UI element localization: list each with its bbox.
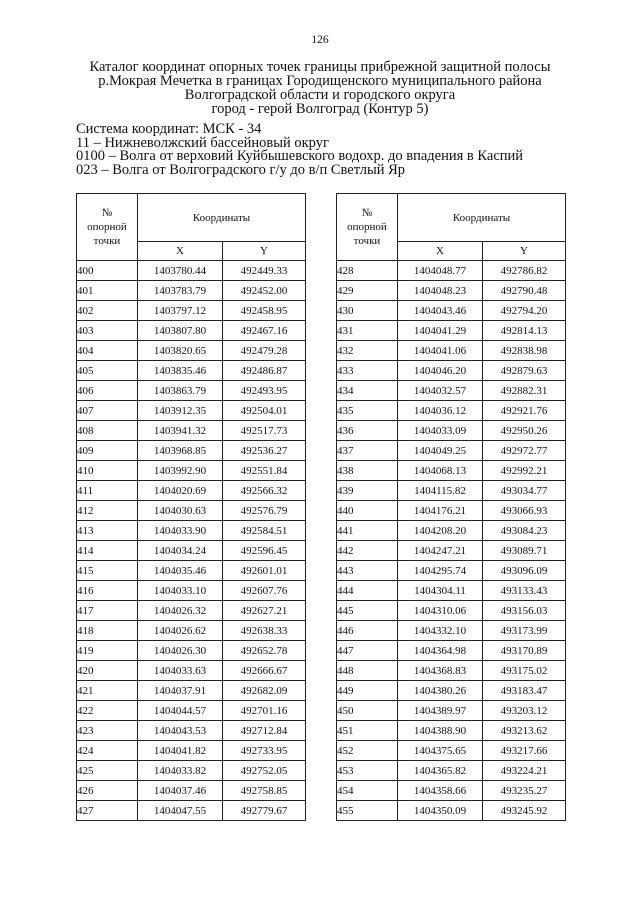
x-coordinate-cell: 1404043.46 — [398, 301, 483, 321]
table-row — [77, 581, 306, 601]
x-coordinate-cell: 1404350.09 — [398, 801, 483, 821]
x-coordinate-cell: 1403941.32 — [138, 421, 223, 441]
point-number-cell: 451 — [337, 721, 398, 741]
y-coordinate-cell: 492576.79 — [223, 501, 306, 521]
x-coordinate-cell: 1404048.23 — [398, 281, 483, 301]
x-coordinate-cell: 1404020.69 — [138, 481, 223, 501]
x-coordinate-cell: 1403992.90 — [138, 461, 223, 481]
point-number-cell: 436 — [337, 421, 398, 441]
point-number-cell: 455 — [337, 801, 398, 821]
point-number-cell: 417 — [77, 601, 138, 621]
y-coordinate-cell: 492794.20 — [483, 301, 566, 321]
table-row — [77, 281, 306, 301]
y-coordinate-cell: 492682.09 — [223, 681, 306, 701]
point-number-cell: 428 — [337, 261, 398, 281]
point-number-cell: 423 — [77, 721, 138, 741]
x-coordinate-cell: 1403912.35 — [138, 401, 223, 421]
x-coordinate-cell: 1404026.32 — [138, 601, 223, 621]
point-number-cell: 408 — [77, 421, 138, 441]
point-number-cell: 432 — [337, 341, 398, 361]
point-number-cell: 441 — [337, 521, 398, 541]
x-header: X — [138, 242, 223, 261]
y-coordinate-cell: 492752.05 — [223, 761, 306, 781]
table-row — [77, 461, 306, 481]
y-coordinate-cell: 493245.92 — [483, 801, 566, 821]
title-line-3: Волгоградской области и городского округа — [184, 87, 456, 103]
table-row — [337, 541, 566, 561]
point-number-cell: 420 — [77, 661, 138, 681]
point-number-cell: 425 — [77, 761, 138, 781]
coordinate-system-info — [76, 123, 616, 177]
y-coordinate-cell: 492712.84 — [223, 721, 306, 741]
coordinates-header: Координаты — [138, 194, 306, 242]
point-number-cell: 406 — [77, 381, 138, 401]
table-row — [337, 341, 566, 361]
table-row — [337, 461, 566, 481]
point-number-cell: 434 — [337, 381, 398, 401]
x-coordinate-cell: 1404115.82 — [398, 481, 483, 501]
point-number-cell: 415 — [77, 561, 138, 581]
x-coordinate-cell: 1404046.20 — [398, 361, 483, 381]
point-number-cell: 427 — [77, 801, 138, 821]
y-coordinate-cell: 492638.33 — [223, 621, 306, 641]
x-coordinate-cell: 1404049.25 — [398, 441, 483, 461]
point-number-cell: 450 — [337, 701, 398, 721]
point-number-cell: 407 — [77, 401, 138, 421]
y-coordinate-cell: 493183.47 — [483, 681, 566, 701]
x-coordinate-cell: 1404037.46 — [138, 781, 223, 801]
x-coordinate-cell: 1404041.29 — [398, 321, 483, 341]
point-number-cell: 422 — [77, 701, 138, 721]
y-coordinate-cell: 493034.77 — [483, 481, 566, 501]
x-coordinate-cell: 1403783.79 — [138, 281, 223, 301]
y-coordinate-cell: 492517.73 — [223, 421, 306, 441]
table-row — [337, 381, 566, 401]
point-number-cell: 430 — [337, 301, 398, 321]
table-row — [77, 781, 306, 801]
y-coordinate-cell: 492790.48 — [483, 281, 566, 301]
table-row — [337, 301, 566, 321]
x-coordinate-cell: 1404176.21 — [398, 501, 483, 521]
table-row — [77, 421, 306, 441]
point-number-cell: 416 — [77, 581, 138, 601]
table-row — [77, 341, 306, 361]
x-coordinate-cell: 1404047.55 — [138, 801, 223, 821]
x-coordinate-cell: 1403863.79 — [138, 381, 223, 401]
y-coordinate-cell: 492921.76 — [483, 401, 566, 421]
x-coordinate-cell: 1403820.65 — [138, 341, 223, 361]
point-number-cell: 440 — [337, 501, 398, 521]
table-row — [77, 701, 306, 721]
table-row — [337, 441, 566, 461]
x-coordinate-cell: 1403835.46 — [138, 361, 223, 381]
point-number-cell: 401 — [77, 281, 138, 301]
y-coordinate-cell: 492452.00 — [223, 281, 306, 301]
y-coordinate-cell: 492758.85 — [223, 781, 306, 801]
x-coordinate-cell: 1404033.90 — [138, 521, 223, 541]
y-coordinate-cell: 492666.67 — [223, 661, 306, 681]
table-row — [77, 361, 306, 381]
point-number-cell: 444 — [337, 581, 398, 601]
table-row — [77, 561, 306, 581]
table-row — [77, 641, 306, 661]
table-row — [337, 741, 566, 761]
point-number-cell: 414 — [77, 541, 138, 561]
point-number-cell: 438 — [337, 461, 398, 481]
table-row — [77, 801, 306, 821]
x-coordinate-cell: 1404033.63 — [138, 661, 223, 681]
x-coordinate-cell: 1403780.44 — [138, 261, 223, 281]
y-coordinate-cell: 492882.31 — [483, 381, 566, 401]
table-row — [337, 581, 566, 601]
point-header-line-3: точки — [353, 235, 381, 247]
table-row — [337, 701, 566, 721]
table-row — [77, 301, 306, 321]
y-coordinate-cell: 492486.87 — [223, 361, 306, 381]
x-coordinate-cell: 1404036.12 — [398, 401, 483, 421]
table-row — [77, 681, 306, 701]
y-coordinate-cell: 492584.51 — [223, 521, 306, 541]
x-coordinate-cell: 1404304.11 — [398, 581, 483, 601]
point-number-cell: 413 — [77, 521, 138, 541]
y-coordinate-cell: 493203.12 — [483, 701, 566, 721]
coordinates-header: Координаты — [398, 194, 566, 242]
point-number-cell: 453 — [337, 761, 398, 781]
point-number-cell: 412 — [77, 501, 138, 521]
point-number-cell: 437 — [337, 441, 398, 461]
y-coordinate-cell: 492627.21 — [223, 601, 306, 621]
table-row — [337, 801, 566, 821]
table-row — [77, 441, 306, 461]
x-coordinate-cell: 1404389.97 — [398, 701, 483, 721]
point-number-cell: 400 — [77, 261, 138, 281]
point-number-cell: 446 — [337, 621, 398, 641]
point-number-cell: 433 — [337, 361, 398, 381]
table-row — [337, 261, 566, 281]
x-coordinate-cell: 1404035.46 — [138, 561, 223, 581]
point-number-cell: 426 — [77, 781, 138, 801]
point-number-cell: 448 — [337, 661, 398, 681]
point-number-cell: 418 — [77, 621, 138, 641]
y-coordinate-cell: 492992.21 — [483, 461, 566, 481]
coordinates-table-right — [336, 193, 566, 821]
y-coordinate-cell: 493156.03 — [483, 601, 566, 621]
y-coordinate-cell: 493084.23 — [483, 521, 566, 541]
table-row — [337, 481, 566, 501]
point-number-cell: 424 — [77, 741, 138, 761]
point-header-line-2: опорной — [87, 221, 127, 233]
point-number-cell: 402 — [77, 301, 138, 321]
page-number: 126 — [311, 34, 329, 46]
x-coordinate-cell: 1404041.82 — [138, 741, 223, 761]
table-row — [337, 621, 566, 641]
meta-line-3: 0100 – Волга от верховий Куйбышевского водохр. до впадения в Каспий — [76, 148, 524, 164]
point-header-line-1: № — [361, 207, 373, 219]
title-line-4: город - герой Волгоград (Контур 5) — [211, 101, 429, 117]
y-coordinate-cell: 492458.95 — [223, 301, 306, 321]
meta-line-1: Система координат: МСК - 34 — [76, 121, 262, 137]
x-coordinate-cell: 1404358.66 — [398, 781, 483, 801]
x-coordinate-cell: 1403807.80 — [138, 321, 223, 341]
table-row — [77, 381, 306, 401]
y-coordinate-cell: 492596.45 — [223, 541, 306, 561]
table-row — [337, 601, 566, 621]
x-coordinate-cell: 1404208.20 — [398, 521, 483, 541]
table-row — [77, 721, 306, 741]
y-coordinate-cell: 493224.21 — [483, 761, 566, 781]
x-coordinate-cell: 1403797.12 — [138, 301, 223, 321]
point-number-cell: 409 — [77, 441, 138, 461]
meta-line-4: 023 – Волга от Волгоградского г/у до в/п Светлый Яр — [76, 161, 406, 178]
table-row — [77, 321, 306, 341]
y-coordinate-cell: 492786.82 — [483, 261, 566, 281]
table-row — [337, 561, 566, 581]
title-line-2: р.Мокрая Мечетка в границах Городищенского муниципального района — [98, 73, 542, 89]
y-header: Y — [483, 242, 566, 261]
x-coordinate-cell: 1404332.10 — [398, 621, 483, 641]
point-number-cell: 419 — [77, 641, 138, 661]
point-number-cell: 429 — [337, 281, 398, 301]
point-header-line-1: № — [101, 207, 113, 219]
table-row — [337, 661, 566, 681]
point-number-cell: 435 — [337, 401, 398, 421]
y-coordinate-cell: 493133.43 — [483, 581, 566, 601]
y-coordinate-cell: 492701.16 — [223, 701, 306, 721]
table-row — [337, 361, 566, 381]
y-coordinate-cell: 492652.78 — [223, 641, 306, 661]
point-header-line-2: опорной — [347, 221, 387, 233]
y-coordinate-cell: 493235.27 — [483, 781, 566, 801]
y-coordinate-cell: 492536.27 — [223, 441, 306, 461]
x-coordinate-cell: 1404048.77 — [398, 261, 483, 281]
table-row — [337, 681, 566, 701]
coordinates-table-left — [76, 193, 306, 821]
x-coordinate-cell: 1404033.82 — [138, 761, 223, 781]
document-title — [40, 60, 600, 116]
point-header-line-3: точки — [93, 235, 121, 247]
x-coordinate-cell: 1404041.06 — [398, 341, 483, 361]
y-coordinate-cell: 493170.89 — [483, 641, 566, 661]
table-row — [77, 601, 306, 621]
x-coordinate-cell: 1404030.63 — [138, 501, 223, 521]
point-number-cell: 449 — [337, 681, 398, 701]
point-number-cell: 405 — [77, 361, 138, 381]
y-coordinate-cell: 492566.32 — [223, 481, 306, 501]
y-coordinate-cell: 492779.67 — [223, 801, 306, 821]
table-row — [77, 481, 306, 501]
table-row — [337, 421, 566, 441]
point-number-header — [337, 194, 398, 261]
table-row — [337, 721, 566, 741]
table-row — [77, 541, 306, 561]
x-coordinate-cell: 1403968.85 — [138, 441, 223, 461]
point-number-cell: 410 — [77, 461, 138, 481]
point-number-cell: 439 — [337, 481, 398, 501]
y-coordinate-cell: 493217.66 — [483, 741, 566, 761]
point-number-header — [77, 194, 138, 261]
title-line-1: Каталог координат опорных точек границы прибрежной защитной полосы — [89, 59, 551, 75]
y-coordinate-cell: 493089.71 — [483, 541, 566, 561]
y-coordinate-cell: 492607.76 — [223, 581, 306, 601]
y-coordinate-cell: 492449.33 — [223, 261, 306, 281]
x-coordinate-cell: 1404026.30 — [138, 641, 223, 661]
y-coordinate-cell: 493096.09 — [483, 561, 566, 581]
table-row — [337, 401, 566, 421]
table-row — [77, 621, 306, 641]
x-coordinate-cell: 1404034.24 — [138, 541, 223, 561]
point-number-cell: 403 — [77, 321, 138, 341]
y-coordinate-cell: 492601.01 — [223, 561, 306, 581]
x-coordinate-cell: 1404033.09 — [398, 421, 483, 441]
y-coordinate-cell: 493066.93 — [483, 501, 566, 521]
table-row — [77, 261, 306, 281]
x-coordinate-cell: 1404032.57 — [398, 381, 483, 401]
table-row — [337, 321, 566, 341]
x-coordinate-cell: 1404247.21 — [398, 541, 483, 561]
x-coordinate-cell: 1404026.62 — [138, 621, 223, 641]
table-row — [77, 401, 306, 421]
x-coordinate-cell: 1404365.82 — [398, 761, 483, 781]
table-row — [337, 641, 566, 661]
y-coordinate-cell: 492814.13 — [483, 321, 566, 341]
point-number-cell: 447 — [337, 641, 398, 661]
x-coordinate-cell: 1404380.26 — [398, 681, 483, 701]
y-coordinate-cell: 492950.26 — [483, 421, 566, 441]
table-row — [337, 521, 566, 541]
table-row — [77, 521, 306, 541]
point-number-cell: 443 — [337, 561, 398, 581]
y-coordinate-cell: 492879.63 — [483, 361, 566, 381]
y-coordinate-cell: 492733.95 — [223, 741, 306, 761]
point-number-cell: 442 — [337, 541, 398, 561]
x-coordinate-cell: 1404368.83 — [398, 661, 483, 681]
meta-line-2: 11 – Нижневолжский бассейновый округ — [76, 134, 329, 151]
x-coordinate-cell: 1404044.57 — [138, 701, 223, 721]
x-header: X — [398, 242, 483, 261]
y-coordinate-cell: 492504.01 — [223, 401, 306, 421]
x-coordinate-cell: 1404388.90 — [398, 721, 483, 741]
x-coordinate-cell: 1404375.65 — [398, 741, 483, 761]
y-coordinate-cell: 493213.62 — [483, 721, 566, 741]
table-row — [77, 661, 306, 681]
x-coordinate-cell: 1404364.98 — [398, 641, 483, 661]
y-coordinate-cell: 492551.84 — [223, 461, 306, 481]
x-coordinate-cell: 1404033.10 — [138, 581, 223, 601]
y-coordinate-cell: 493175.02 — [483, 661, 566, 681]
table-row — [337, 501, 566, 521]
table-row — [337, 781, 566, 801]
y-coordinate-cell: 492972.77 — [483, 441, 566, 461]
point-number-cell: 445 — [337, 601, 398, 621]
x-coordinate-cell: 1404037.91 — [138, 681, 223, 701]
point-number-cell: 454 — [337, 781, 398, 801]
y-header: Y — [223, 242, 306, 261]
y-coordinate-cell: 492838.98 — [483, 341, 566, 361]
y-coordinate-cell: 493173.99 — [483, 621, 566, 641]
table-row — [337, 281, 566, 301]
x-coordinate-cell: 1404068.13 — [398, 461, 483, 481]
table-row — [77, 501, 306, 521]
point-number-cell: 421 — [77, 681, 138, 701]
y-coordinate-cell: 492467.16 — [223, 321, 306, 341]
y-coordinate-cell: 492493.95 — [223, 381, 306, 401]
table-row — [77, 761, 306, 781]
point-number-cell: 431 — [337, 321, 398, 341]
x-coordinate-cell: 1404310.06 — [398, 601, 483, 621]
table-row — [77, 741, 306, 761]
x-coordinate-cell: 1404043.53 — [138, 721, 223, 741]
table-row — [337, 761, 566, 781]
point-number-cell: 452 — [337, 741, 398, 761]
x-coordinate-cell: 1404295.74 — [398, 561, 483, 581]
y-coordinate-cell: 492479.28 — [223, 341, 306, 361]
point-number-cell: 411 — [77, 481, 138, 501]
point-number-cell: 404 — [77, 341, 138, 361]
